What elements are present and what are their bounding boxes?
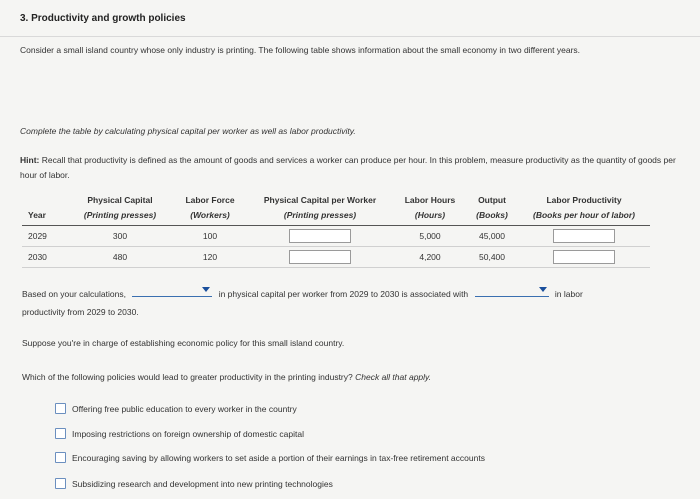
col-productivity: Labor Productivity (Books per hour of labor) (518, 193, 650, 226)
hint-label: Hint: (20, 155, 40, 165)
productivity-input-2029[interactable] (553, 229, 615, 243)
table-row: 2029 300 100 5,000 45,000 (22, 226, 650, 247)
instruction-text: Complete the table by calculating physical capital per worker as well as labor productivity. (20, 126, 356, 136)
intro-text: Consider a small island country whose only industry is printing. The following table shows information about the small economy in two different years. (20, 45, 581, 55)
capital-per-worker-input-2029[interactable] (289, 229, 351, 243)
hint-body: Recall that productivity is defined as the amount of goods and services a worker can produce per hour. In this problem, measure productivity as the quantity of goods per hour of labor. (20, 155, 676, 180)
col-output: Output (Books) (466, 193, 518, 226)
change-capital-dropdown[interactable] (132, 285, 212, 297)
chevron-down-icon (539, 287, 547, 292)
checkbox[interactable] (55, 478, 66, 489)
checkbox[interactable] (55, 428, 66, 439)
question-text: Which of the following policies would lead to greater productivity in the printing industry? Check all that apply. (22, 372, 432, 382)
col-capital: Physical Capital (Printing presses) (66, 193, 174, 226)
checkbox[interactable] (55, 452, 66, 463)
col-labor-force: Labor Force (Workers) (174, 193, 246, 226)
suppose-text: Suppose you're in charge of establishing economic policy for this small island country. (22, 338, 345, 348)
productivity-input-2030[interactable] (553, 250, 615, 264)
option-encourage-saving[interactable]: Encouraging saving by allowing workers to set aside a portion of their earnings in tax-free retirement accounts (55, 452, 485, 463)
section-title: 3. Productivity and growth policies (20, 13, 186, 24)
col-capital-per-worker: Physical Capital per Worker (Printing presses) (246, 193, 394, 226)
hint-text (20, 153, 692, 183)
checkbox[interactable] (55, 403, 66, 414)
table-row: 2030 480 120 4,200 50,400 (22, 247, 650, 268)
option-free-education[interactable]: Offering free public education to every worker in the country (55, 403, 297, 414)
col-year: Year (22, 193, 66, 226)
change-productivity-dropdown[interactable] (475, 285, 549, 297)
chevron-down-icon (202, 287, 210, 292)
col-labor-hours: Labor Hours (Hours) (394, 193, 466, 226)
option-subsidize-rd[interactable]: Subsidizing research and development into new printing technologies (55, 478, 333, 489)
capital-per-worker-input-2030[interactable] (289, 250, 351, 264)
based-sentence: Based on your calculations, in physical capital per worker from 2029 to 2030 is associated with in labor productivity from 2029 to 2030. (22, 285, 682, 321)
divider (0, 36, 700, 37)
economy-table (22, 193, 650, 268)
option-foreign-restrictions[interactable]: Imposing restrictions on foreign ownership of domestic capital (55, 428, 304, 439)
